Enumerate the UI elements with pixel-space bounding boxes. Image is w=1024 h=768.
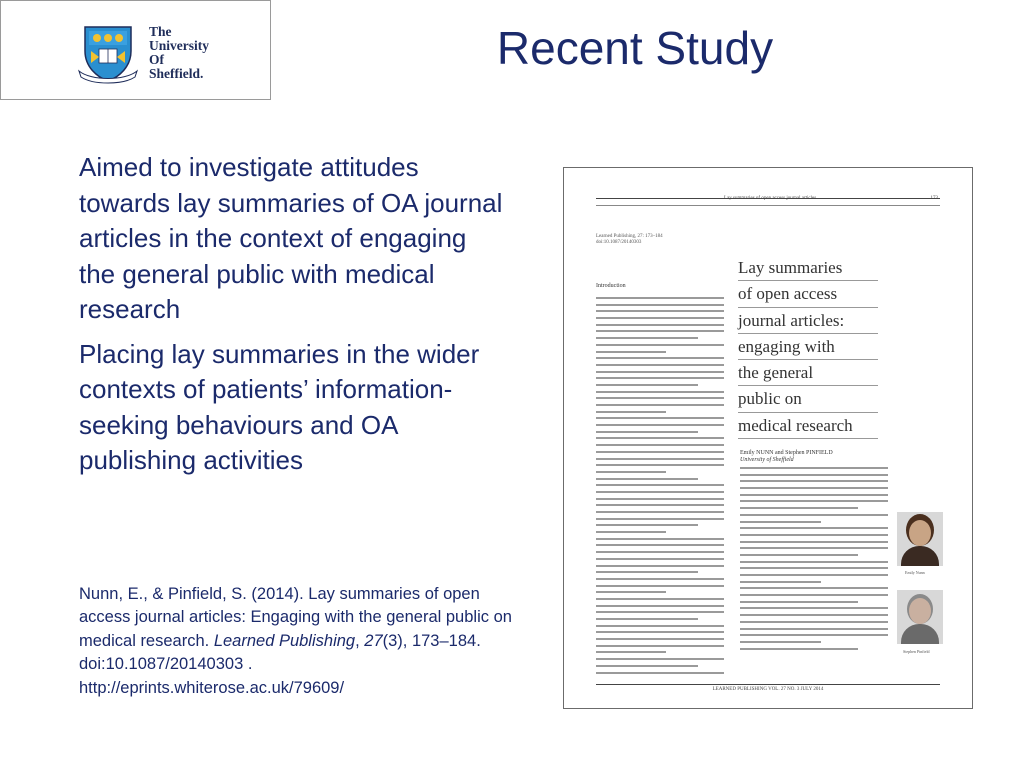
greeked-text-bar bbox=[596, 371, 724, 373]
reference-citation bbox=[79, 583, 519, 700]
greeked-text-bar bbox=[740, 467, 888, 469]
greeked-text-bar bbox=[596, 638, 724, 640]
article-meta-line: doi:10.1087/20140303 bbox=[596, 240, 642, 245]
greeked-text-line bbox=[596, 615, 724, 622]
greeked-text-line bbox=[740, 604, 888, 611]
greeked-text-line bbox=[596, 628, 724, 635]
greeked-text-bar bbox=[596, 578, 724, 580]
greeked-text-bar bbox=[596, 310, 724, 312]
greeked-text-bar bbox=[596, 431, 698, 433]
greeked-text-bar bbox=[596, 351, 666, 353]
greeked-text-line bbox=[596, 635, 724, 642]
greeked-text-line bbox=[740, 484, 888, 491]
greeked-text-bar bbox=[596, 471, 666, 473]
greeked-text-line bbox=[596, 354, 724, 361]
greeked-text-bar bbox=[596, 437, 724, 439]
greeked-text-line bbox=[740, 538, 888, 545]
greeked-text-bar bbox=[596, 571, 698, 573]
greeked-text-line bbox=[740, 571, 888, 578]
greeked-text-line bbox=[596, 401, 724, 408]
bullet-item: Placing lay summaries in the wider contexts of patients’ information-seeking behaviours and OA publishing activities bbox=[79, 338, 480, 475]
citation-volume: 27 bbox=[364, 631, 383, 650]
greeked-text-line bbox=[596, 582, 724, 589]
greeked-text-bar bbox=[596, 491, 724, 493]
greeked-text-bar bbox=[740, 614, 888, 616]
greeked-text-line bbox=[596, 669, 724, 676]
author-photo-head bbox=[909, 598, 931, 624]
greeked-text-bar bbox=[596, 464, 724, 466]
greeked-text-bar bbox=[596, 304, 724, 306]
greeked-text-bar bbox=[596, 344, 724, 346]
greeked-text-line bbox=[740, 518, 888, 525]
greeked-text-bar bbox=[740, 554, 858, 556]
greeked-text-bar bbox=[740, 587, 888, 589]
greeked-text-line bbox=[596, 648, 724, 655]
author-photo-caption: Emily Nunn bbox=[905, 570, 925, 575]
greeked-text-line bbox=[596, 521, 724, 528]
slide-title: Recent Study bbox=[496, 22, 774, 74]
greeked-text-line bbox=[596, 327, 724, 334]
greeked-text-line bbox=[596, 515, 724, 522]
greeked-text-line bbox=[596, 655, 724, 662]
greeked-text-line bbox=[596, 595, 724, 602]
greeked-text-line bbox=[596, 602, 724, 609]
article-meta-line: Learned Publishing, 27: 173–184 bbox=[596, 234, 663, 239]
greeked-text-bar bbox=[596, 364, 724, 366]
greeked-text-line bbox=[596, 481, 724, 488]
greeked-text-bar bbox=[596, 511, 724, 513]
greeked-text-bar bbox=[740, 574, 888, 576]
greeked-text-line bbox=[740, 504, 888, 511]
citation-pages: (3), 173–184. bbox=[382, 631, 481, 650]
greeked-text-line bbox=[596, 341, 724, 348]
greeked-text-line bbox=[596, 414, 724, 421]
greeked-text-bar bbox=[596, 404, 724, 406]
greeked-text-bar bbox=[740, 480, 888, 482]
greeked-text-line bbox=[740, 645, 888, 652]
article-first-page-image bbox=[563, 167, 973, 709]
greeked-text-bar bbox=[596, 384, 698, 386]
greeked-text-bar bbox=[740, 514, 888, 516]
author-photo bbox=[897, 590, 943, 644]
greeked-text-bar bbox=[596, 391, 724, 393]
greeked-text-bar bbox=[596, 625, 724, 627]
greeked-text-bar bbox=[596, 504, 724, 506]
university-wordmark bbox=[149, 25, 209, 81]
greeked-text-line bbox=[596, 434, 724, 441]
greeked-text-bar bbox=[596, 357, 724, 359]
greeked-text-bar bbox=[596, 665, 698, 667]
article-title-line: public on bbox=[738, 386, 878, 412]
article-author-names: Emily NUNN and Stephen PINFIELD bbox=[740, 450, 833, 456]
greeked-text-line bbox=[740, 611, 888, 618]
article-footer: LEARNED PUBLISHING VOL. 27 NO. 3 JULY 2014 bbox=[596, 684, 940, 694]
article-page-number: 173 bbox=[930, 196, 938, 201]
greeked-text-bar bbox=[740, 634, 888, 636]
greeked-text-line bbox=[740, 551, 888, 558]
greeked-text-line bbox=[596, 622, 724, 629]
greeked-text-line bbox=[740, 578, 888, 585]
greeked-text-line bbox=[596, 441, 724, 448]
greeked-text-line bbox=[740, 598, 888, 605]
greeked-text-line bbox=[740, 631, 888, 638]
greeked-text-bar bbox=[740, 581, 821, 583]
author-photo-head bbox=[909, 520, 931, 546]
greeked-text-bar bbox=[596, 618, 698, 620]
logo-line-1: The bbox=[149, 24, 172, 39]
greeked-text-line bbox=[740, 477, 888, 484]
greeked-text-bar bbox=[740, 621, 888, 623]
greeked-text-line bbox=[596, 361, 724, 368]
greeked-text-bar bbox=[596, 498, 724, 500]
author-photo-caption: Stephen Pinfield bbox=[903, 649, 930, 654]
greeked-text-line bbox=[596, 468, 724, 475]
author-photo bbox=[897, 512, 943, 566]
citation-doi: doi:10.1087/20140303 . bbox=[79, 655, 253, 674]
greeked-text-bar bbox=[740, 607, 888, 609]
greeked-text-bar bbox=[740, 641, 821, 643]
greeked-text-bar bbox=[740, 594, 888, 596]
greeked-text-bar bbox=[740, 567, 888, 569]
greeked-text-bar bbox=[596, 444, 724, 446]
greeked-text-bar bbox=[596, 337, 698, 339]
greeked-text-line bbox=[740, 618, 888, 625]
greeked-text-bar bbox=[596, 424, 724, 426]
greeked-text-line bbox=[740, 638, 888, 645]
greeked-text-line bbox=[596, 588, 724, 595]
greeked-text-line bbox=[596, 394, 724, 401]
article-abstract-column bbox=[740, 464, 888, 656]
article-title-line: the general bbox=[738, 360, 878, 386]
university-crest-icon bbox=[77, 21, 139, 85]
article-body-column bbox=[596, 294, 724, 682]
greeked-text-bar bbox=[596, 591, 666, 593]
greeked-text-bar bbox=[596, 551, 724, 553]
greeked-text-line bbox=[596, 562, 724, 569]
greeked-text-bar bbox=[596, 324, 724, 326]
greeked-text-bar bbox=[596, 538, 724, 540]
article-title-line: journal articles: bbox=[738, 308, 878, 334]
greeked-text-line bbox=[596, 662, 724, 669]
logo-line-3: Of bbox=[149, 52, 164, 67]
greeked-text-line bbox=[740, 511, 888, 518]
greeked-text-bar bbox=[596, 411, 666, 413]
university-logo bbox=[0, 0, 271, 100]
greeked-text-line bbox=[740, 531, 888, 538]
greeked-text-line bbox=[740, 564, 888, 571]
article-title-line: engaging with bbox=[738, 334, 878, 360]
greeked-text-bar bbox=[596, 598, 724, 600]
greeked-text-line bbox=[596, 575, 724, 582]
greeked-text-bar bbox=[596, 605, 724, 607]
greeked-text-line bbox=[596, 541, 724, 548]
greeked-text-bar bbox=[596, 297, 724, 299]
greeked-text-line bbox=[596, 495, 724, 502]
greeked-text-bar bbox=[596, 611, 724, 613]
bullet-item: Aimed to investigate attitudes towards lay summaries of OA journal articles in the context of engaging the general public with medical research bbox=[79, 152, 503, 324]
greeked-text-bar bbox=[740, 561, 888, 563]
greeked-text-bar bbox=[740, 628, 888, 630]
greeked-text-bar bbox=[596, 651, 666, 653]
greeked-text-line bbox=[596, 555, 724, 562]
logo-line-4: Sheffield. bbox=[149, 66, 204, 81]
greeked-text-bar bbox=[740, 521, 821, 523]
greeked-text-bar bbox=[596, 377, 724, 379]
greeked-text-bar bbox=[596, 317, 724, 319]
greeked-text-line bbox=[596, 568, 724, 575]
greeked-text-bar bbox=[596, 672, 724, 674]
article-intro-heading: Introduction bbox=[596, 283, 626, 289]
greeked-text-line bbox=[596, 421, 724, 428]
greeked-text-bar bbox=[740, 534, 888, 536]
citation-url[interactable]: http://eprints.whiterose.ac.uk/79609/ bbox=[79, 678, 345, 697]
greeked-text-bar bbox=[596, 524, 698, 526]
greeked-text-bar bbox=[740, 527, 888, 529]
author-photo-shoulders bbox=[901, 546, 939, 566]
greeked-text-bar bbox=[740, 500, 888, 502]
citation-journal: Learned Publishing bbox=[213, 631, 356, 650]
greeked-text-bar bbox=[596, 417, 724, 419]
greeked-text-line bbox=[596, 488, 724, 495]
greeked-text-line bbox=[596, 448, 724, 455]
greeked-text-bar bbox=[740, 547, 888, 549]
article-meta bbox=[596, 234, 696, 246]
greeked-text-line bbox=[596, 408, 724, 415]
article-title-line: of open access bbox=[738, 281, 878, 307]
greeked-text-line bbox=[596, 608, 724, 615]
greeked-text-bar bbox=[596, 458, 724, 460]
greeked-text-bar bbox=[596, 585, 724, 587]
article-authors bbox=[740, 450, 833, 464]
greeked-text-line bbox=[596, 334, 724, 341]
greeked-text-line bbox=[596, 642, 724, 649]
greeked-text-line bbox=[596, 455, 724, 462]
greeked-text-line bbox=[740, 471, 888, 478]
greeked-text-bar bbox=[596, 631, 724, 633]
greeked-text-bar bbox=[596, 330, 724, 332]
greeked-text-bar bbox=[596, 565, 724, 567]
greeked-text-line bbox=[596, 475, 724, 482]
greeked-text-line bbox=[596, 508, 724, 515]
greeked-text-line bbox=[596, 374, 724, 381]
greeked-text-line bbox=[596, 301, 724, 308]
greeked-text-bar bbox=[740, 648, 858, 650]
greeked-text-line bbox=[740, 497, 888, 504]
greeked-text-line bbox=[740, 524, 888, 531]
article-title-line: medical research bbox=[738, 413, 878, 439]
greeked-text-line bbox=[596, 528, 724, 535]
article-title bbox=[738, 255, 878, 439]
greeked-text-line bbox=[740, 625, 888, 632]
greeked-text-bar bbox=[596, 645, 724, 647]
greeked-text-bar bbox=[596, 518, 724, 520]
greeked-text-line bbox=[740, 491, 888, 498]
greeked-text-bar bbox=[596, 451, 724, 453]
greeked-text-line bbox=[596, 535, 724, 542]
greeked-text-line bbox=[596, 428, 724, 435]
greeked-text-bar bbox=[740, 541, 888, 543]
article-running-head: Lay summaries of open access journal articles bbox=[724, 196, 817, 201]
greeked-text-line bbox=[740, 464, 888, 471]
greeked-text-bar bbox=[740, 601, 858, 603]
article-title-line: Lay summaries bbox=[738, 255, 878, 281]
greeked-text-line bbox=[596, 461, 724, 468]
greeked-text-bar bbox=[596, 531, 666, 533]
greeked-text-line bbox=[596, 548, 724, 555]
logo-line-2: University bbox=[149, 38, 209, 53]
greeked-text-line bbox=[596, 368, 724, 375]
greeked-text-bar bbox=[740, 494, 888, 496]
greeked-text-bar bbox=[596, 658, 724, 660]
greeked-text-line bbox=[740, 591, 888, 598]
greeked-text-bar bbox=[740, 474, 888, 476]
greeked-text-bar bbox=[596, 397, 724, 399]
citation-text: Nunn, E., & Pinfield, S. (2014). Lay summaries of open access journal articles: Engaging with the general public on medical research. bbox=[79, 585, 512, 650]
greeked-text-line bbox=[596, 321, 724, 328]
greeked-text-bar bbox=[596, 478, 698, 480]
greeked-text-line bbox=[596, 381, 724, 388]
greeked-text-line bbox=[596, 501, 724, 508]
greeked-text-bar bbox=[740, 487, 888, 489]
greeked-text-bar bbox=[596, 558, 724, 560]
greeked-text-line bbox=[740, 544, 888, 551]
greeked-text-line bbox=[596, 294, 724, 301]
greeked-text-line bbox=[596, 388, 724, 395]
author-photo-shoulders bbox=[901, 624, 939, 644]
article-affiliation: University of Sheffield bbox=[740, 457, 794, 463]
bullet-list bbox=[79, 150, 509, 488]
greeked-text-line bbox=[596, 307, 724, 314]
greeked-text-bar bbox=[596, 484, 724, 486]
greeked-text-bar bbox=[596, 544, 724, 546]
citation-separator: , bbox=[355, 631, 365, 650]
greeked-text-line bbox=[740, 584, 888, 591]
greeked-text-line bbox=[740, 558, 888, 565]
greeked-text-line bbox=[596, 314, 724, 321]
greeked-text-line bbox=[596, 348, 724, 355]
greeked-text-bar bbox=[740, 507, 858, 509]
